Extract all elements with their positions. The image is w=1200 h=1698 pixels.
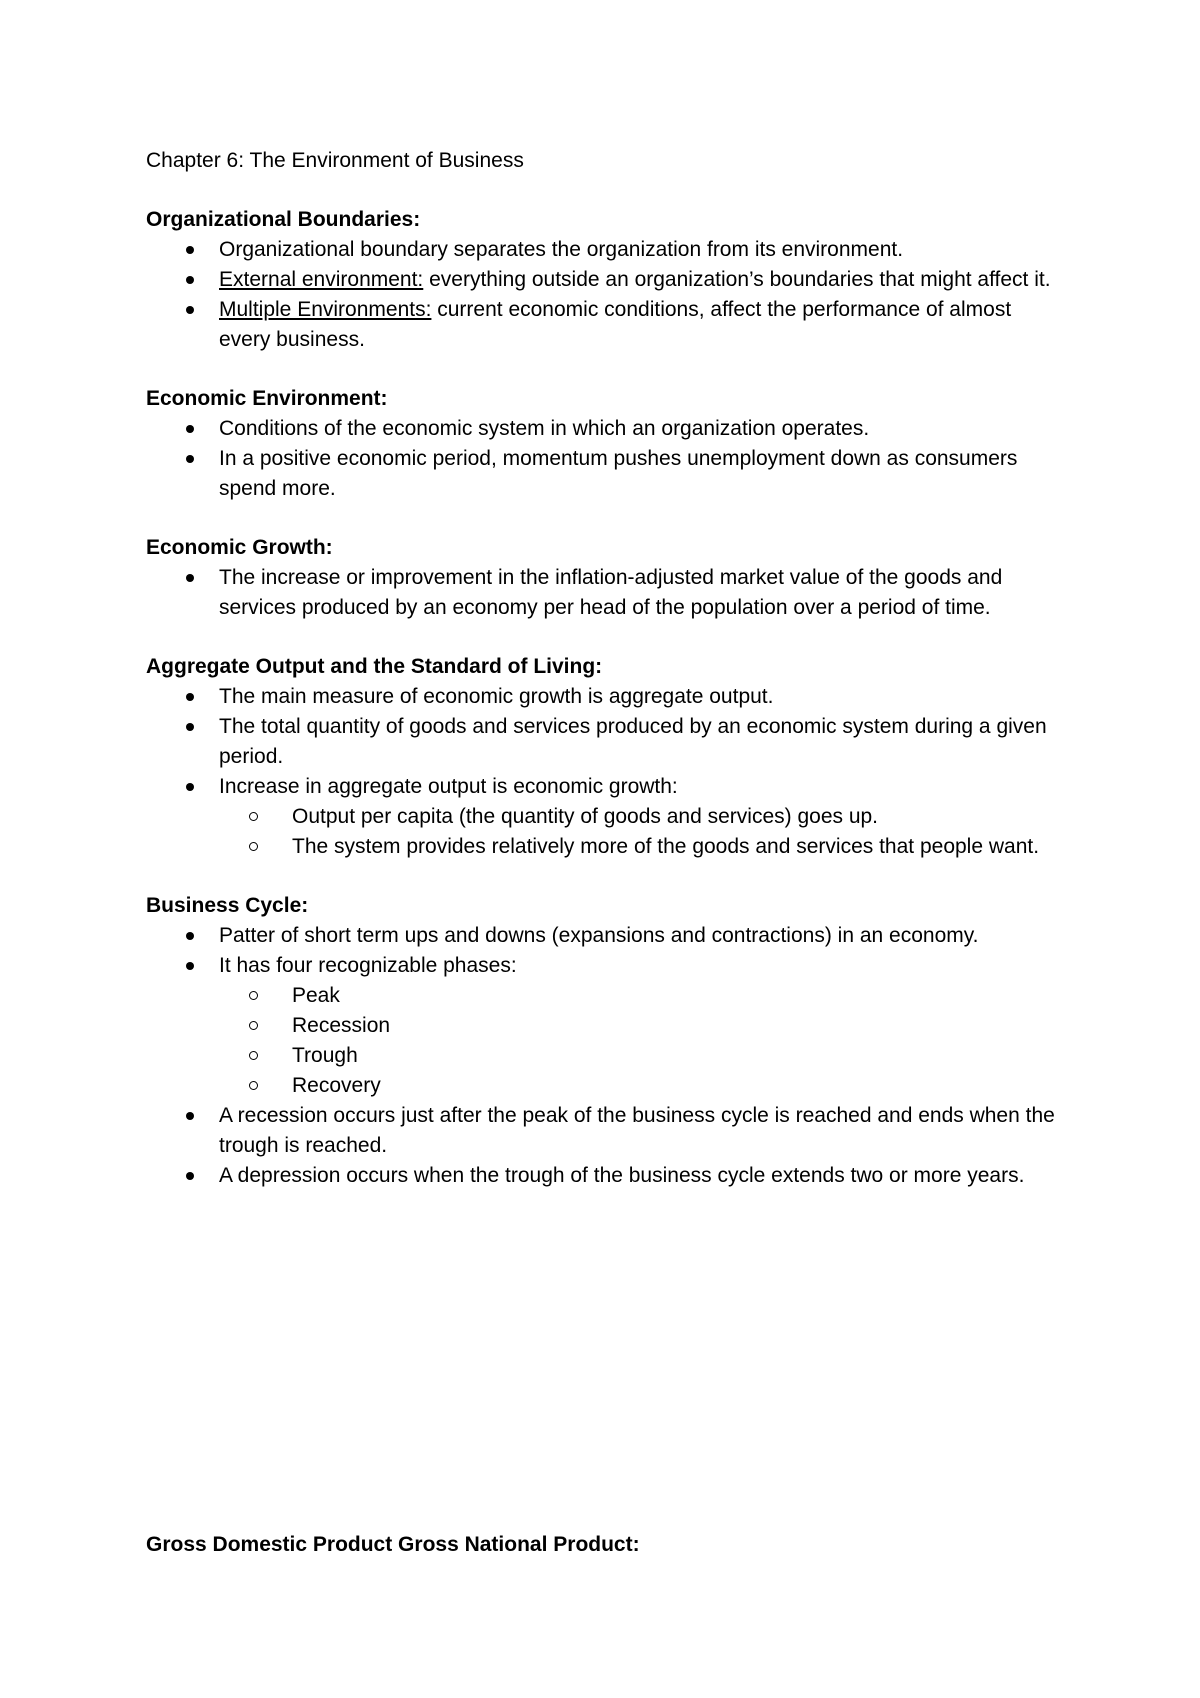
list-item-text: The main measure of economic growth is aggregate output. bbox=[219, 685, 774, 708]
bullet-icon bbox=[186, 574, 194, 582]
list-item bbox=[146, 265, 1066, 295]
circle-bullet-icon bbox=[249, 991, 258, 1000]
section-heading: Aggregate Output and the Standard of Living: bbox=[146, 655, 603, 678]
section-economic-environment bbox=[146, 384, 1066, 504]
list-item-text: current economic conditions, affect the performance of almost every business. bbox=[219, 298, 1012, 351]
circle-bullet-icon bbox=[249, 842, 258, 851]
bullet-icon bbox=[186, 962, 194, 970]
list-item bbox=[146, 295, 1066, 355]
list-item-term: Multiple Environments: bbox=[219, 298, 432, 321]
list-item-text: It has four recognizable phases: bbox=[219, 954, 517, 977]
sub-list-item bbox=[219, 832, 1066, 862]
list-item-text: The total quantity of goods and services produced by an economic system during a given period. bbox=[219, 715, 1047, 768]
bullet-icon bbox=[186, 693, 194, 701]
list-item bbox=[146, 1101, 1066, 1161]
section-heading-gdp-gnp: Gross Domestic Product Gross National Product: bbox=[146, 1533, 640, 1556]
sub-list-item-text: Peak bbox=[292, 984, 340, 1007]
document-content bbox=[146, 146, 1066, 1220]
list-item bbox=[146, 563, 1066, 623]
section-organizational-boundaries bbox=[146, 205, 1066, 355]
bullet-icon bbox=[186, 1112, 194, 1120]
sub-list-item-text: Recovery bbox=[292, 1074, 381, 1097]
sub-list bbox=[219, 981, 1066, 1101]
bullet-list bbox=[146, 921, 1066, 1191]
bullet-icon bbox=[186, 455, 194, 463]
section-business-cycle bbox=[146, 891, 1066, 1191]
list-item bbox=[146, 772, 1066, 862]
list-item-term: External environment: bbox=[219, 268, 424, 291]
list-item-text: The increase or improvement in the inflation-adjusted market value of the goods and services produced by an economy per head of the population over a period of time. bbox=[219, 566, 1003, 619]
section-economic-growth bbox=[146, 533, 1066, 623]
sub-list bbox=[219, 802, 1066, 862]
section-heading: Organizational Boundaries: bbox=[146, 208, 421, 231]
list-item bbox=[146, 682, 1066, 712]
list-item-text: Organizational boundary separates the organization from its environment. bbox=[219, 238, 904, 261]
sub-list-item bbox=[219, 1071, 1066, 1101]
bullet-icon bbox=[186, 723, 194, 731]
circle-bullet-icon bbox=[249, 812, 258, 821]
list-item bbox=[146, 414, 1066, 444]
list-item-text: Patter of short term ups and downs (expansions and contractions) in an economy. bbox=[219, 924, 979, 947]
section-heading: Economic Growth: bbox=[146, 536, 333, 559]
bullet-icon bbox=[186, 306, 194, 314]
list-item-text: In a positive economic period, momentum pushes unemployment down as consumers spend more. bbox=[219, 447, 1018, 500]
sub-list-item bbox=[219, 1041, 1066, 1071]
list-item-text: A recession occurs just after the peak of the business cycle is reached and ends when the trough is reached. bbox=[219, 1104, 1055, 1157]
list-item-text: Conditions of the economic system in which an organization operates. bbox=[219, 417, 870, 440]
document-title: Chapter 6: The Environment of Business bbox=[146, 149, 524, 172]
list-item bbox=[146, 1161, 1066, 1191]
circle-bullet-icon bbox=[249, 1081, 258, 1090]
list-item bbox=[146, 235, 1066, 265]
section-aggregate-output bbox=[146, 652, 1066, 862]
list-item bbox=[146, 712, 1066, 772]
bullet-icon bbox=[186, 276, 194, 284]
bullet-icon bbox=[186, 932, 194, 940]
bullet-list bbox=[146, 682, 1066, 862]
bullet-icon bbox=[186, 246, 194, 254]
list-item bbox=[146, 951, 1066, 1101]
bullet-icon bbox=[186, 1172, 194, 1180]
bullet-list bbox=[146, 414, 1066, 504]
sub-list-item bbox=[219, 981, 1066, 1011]
bullet-list bbox=[146, 235, 1066, 355]
circle-bullet-icon bbox=[249, 1051, 258, 1060]
sub-list-item-text: The system provides relatively more of the goods and services that people want. bbox=[292, 835, 1040, 858]
sub-list-item bbox=[219, 1011, 1066, 1041]
list-item-text: Increase in aggregate output is economic growth: bbox=[219, 775, 678, 798]
sub-list-item-text: Trough bbox=[292, 1044, 358, 1067]
circle-bullet-icon bbox=[249, 1021, 258, 1030]
list-item-text: A depression occurs when the trough of the business cycle extends two or more years. bbox=[219, 1164, 1025, 1187]
sub-list-item-text: Output per capita (the quantity of goods and services) goes up. bbox=[292, 805, 879, 828]
bullet-list bbox=[146, 563, 1066, 623]
section-heading: Business Cycle: bbox=[146, 894, 309, 917]
list-item bbox=[146, 921, 1066, 951]
section-heading: Economic Environment: bbox=[146, 387, 388, 410]
sub-list-item-text: Recession bbox=[292, 1014, 391, 1037]
bullet-icon bbox=[186, 783, 194, 791]
list-item-text: everything outside an organization’s boundaries that might affect it. bbox=[423, 268, 1051, 291]
list-item bbox=[146, 444, 1066, 504]
bullet-icon bbox=[186, 425, 194, 433]
sub-list-item bbox=[219, 802, 1066, 832]
